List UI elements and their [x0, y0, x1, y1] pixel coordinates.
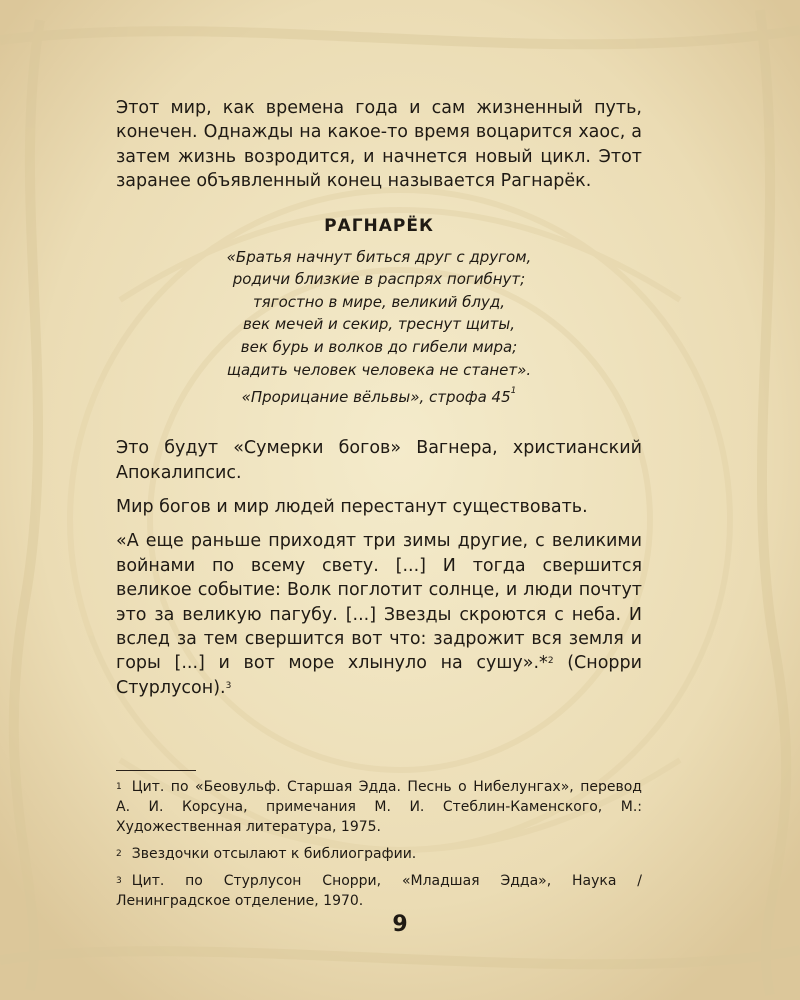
footnote-ref: 3	[225, 680, 232, 691]
paragraph-intro: Этот мир, как времена года и сам жизненный путь, конечен. Однажды на какое-то время воцарится хаос, а затем жизнь возродится, и начнется новый цикл. Этот заранее объявленный конец называется Рагнарёк.	[116, 98, 642, 192]
poem-line: век бурь и волков до гибели мира;	[240, 338, 518, 356]
poem-line: тягостно в мире, великий блуд,	[252, 292, 506, 311]
poem-quote	[116, 246, 642, 382]
footnote-text: Цит. по Стурлусон Снорри, «Младшая Эдда», Наука / Ленинградское отделение, 1970.	[116, 873, 642, 909]
paragraph-snorri-quote	[116, 529, 642, 700]
footnote-ref: 1	[510, 386, 517, 397]
footnote-divider	[116, 770, 196, 771]
poem-line: родичи близкие в распрях погибнут;	[232, 270, 526, 289]
footnote-item	[116, 777, 642, 837]
page-number: 9	[392, 912, 408, 937]
poem-source-text: «Прорицание вёльвы», строфа 45	[241, 388, 511, 407]
poem-line: щадить человек человека не станет».	[226, 360, 532, 379]
poem-line: «Братья начнут биться друг с другом,	[226, 247, 532, 266]
section-heading: РАГНАРЁК	[324, 215, 434, 236]
footnote-number: 2	[116, 849, 122, 859]
footnote-ref: 2	[547, 656, 554, 667]
paragraph-worlds: Мир богов и мир людей перестанут существовать.	[116, 497, 588, 517]
footnote-text: Звездочки отсылают к библиографии.	[131, 846, 417, 862]
paragraph-wagner: Это будут «Сумерки богов» Вагнера, христианский Апокалипсис.	[116, 438, 642, 483]
footnote-item	[116, 871, 642, 911]
footnote-number: 3	[116, 876, 122, 886]
footnote-text: Цит. по «Беовульф. Старшая Эдда. Песнь о Нибелунгах», перевод А. И. Корсуна, примечания М. И. Стеблин-Каменского, М.: Художественная литература, 1975.	[116, 779, 642, 835]
page-body	[116, 96, 642, 700]
footnote-number: 1	[116, 782, 122, 792]
quote-attribution: (Снорри Стурлусон).	[116, 653, 643, 698]
poem-line: век мечей и секир, треснут щиты,	[242, 315, 516, 334]
footnotes	[116, 770, 642, 918]
poem-source	[116, 388, 642, 406]
quote-text: «А еще раньше приходят три зимы другие, с великими войнами по всему свету. [...] И тогда свершится великое событие: Волк поглотит солнце, и люди почтут это за великую пагубу. [...] Звезды скроются с неба. И вслед за тем свершится вот что: задрожит вся земля и горы [...] и вот море хлынуло на сушу».*	[116, 531, 642, 674]
footnote-item	[116, 844, 642, 864]
